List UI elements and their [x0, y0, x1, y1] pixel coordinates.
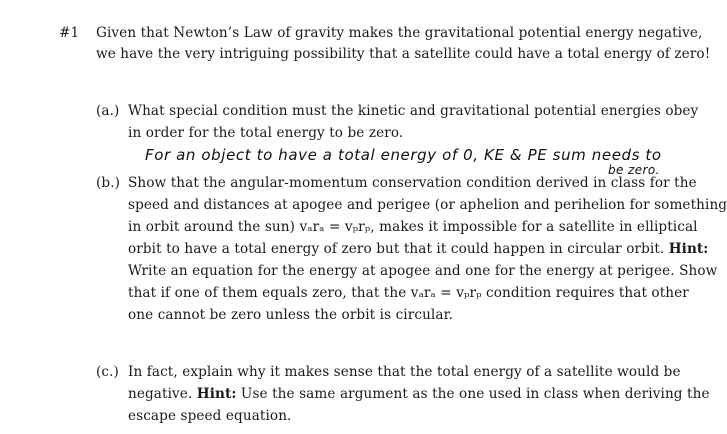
- problem-intro-line-1: Given that Newton’s Law of gravity makes the gravitational potential energy negative,: [96, 25, 703, 41]
- part-c-hint-label: Hint:: [196, 386, 237, 402]
- part-b-label: (b.): [96, 175, 121, 191]
- part-c-line-2-pre: negative.: [128, 386, 193, 402]
- part-b-line-1: Show that the angular-momentum conservation condition derived in class for the: [128, 175, 697, 191]
- handwritten-answer-tail: be zero.: [608, 163, 660, 177]
- part-c-line-2: [128, 386, 710, 402]
- part-b-line-7: one cannot be zero unless the orbit is circular.: [128, 307, 454, 323]
- problem-intro-line-2: we have the very intriguing possibility that a satellite could have a total energy of zero!: [96, 46, 711, 62]
- part-b-hint-label: Hint:: [668, 241, 709, 257]
- part-a-line-1: What special condition must the kinetic and gravitational potential energies obey: [128, 103, 699, 119]
- problem-number: #1: [59, 25, 80, 41]
- part-b-line-3: in orbit around the sun) vₐrₐ = vₚrₚ, makes it impossible for a satellite in elliptical: [128, 219, 698, 235]
- part-a-line-2: in order for the total energy to be zero.: [128, 125, 404, 141]
- part-c-line-3: escape speed equation.: [128, 408, 292, 424]
- part-a-label: (a.): [96, 103, 120, 119]
- part-c-line-2-post: Use the same argument as the one used in class when deriving the: [240, 386, 710, 402]
- part-c-label: (c.): [96, 364, 119, 380]
- part-b-line-2: speed and distances at apogee and perigee (or aphelion and perihelion for something: [128, 197, 727, 213]
- part-b-line-6: that if one of them equals zero, that the vₐrₐ = vₚrₚ condition requires that other: [128, 285, 689, 301]
- part-b-line-5: Write an equation for the energy at apogee and one for the energy at perigee. Show: [128, 263, 718, 279]
- handwritten-answer: For an object to have a total energy of 0, KE & PE sum needs to: [145, 146, 662, 164]
- part-b-line-4: [128, 241, 708, 257]
- part-c-line-1: In fact, explain why it makes sense that the total energy of a satellite would be: [128, 364, 681, 380]
- part-b-line-4-text: orbit to have a total energy of zero but that it could happen in circular orbit.: [128, 241, 665, 257]
